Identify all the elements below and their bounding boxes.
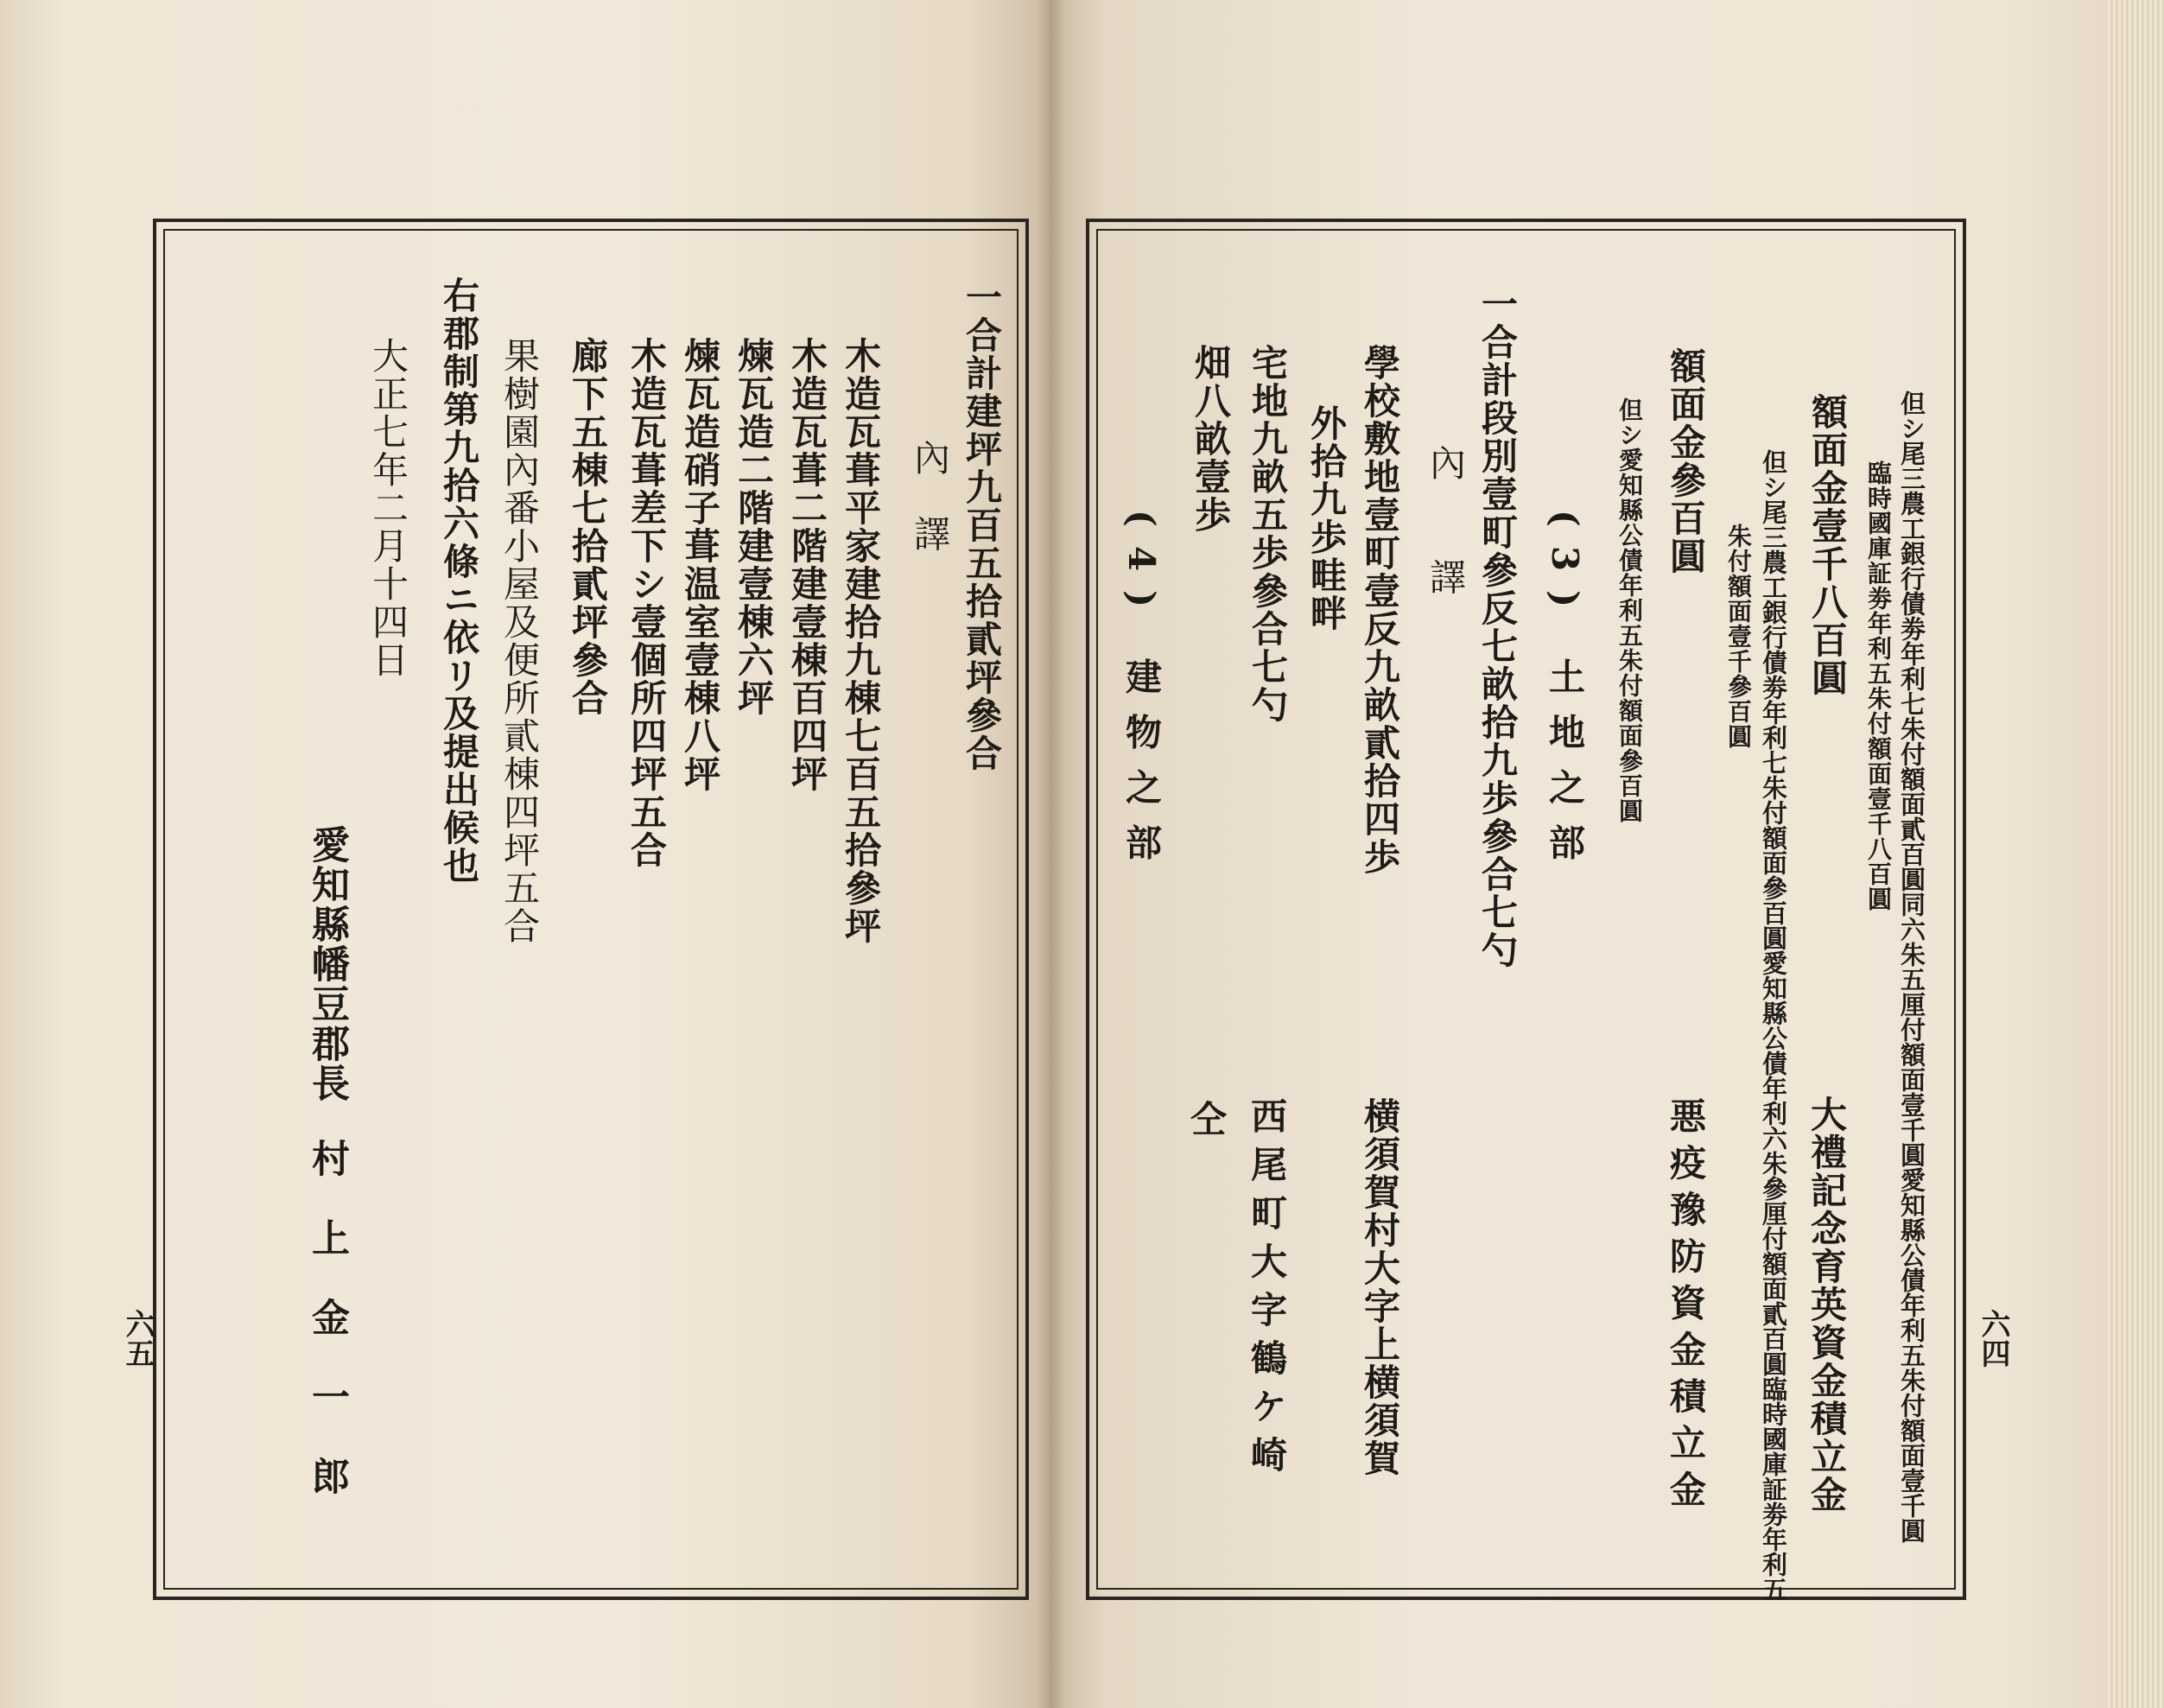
location-2: 西尾町大字鶴ケ崎 [1246,1097,1288,1484]
breakdown-heading: 內 譯 [909,439,951,553]
building-section-heading: (4) 建物之部 [1120,510,1163,879]
land-section-heading: (3) 土地之部 [1544,510,1586,879]
submission-statement: 右郡制第九拾六條ニ依リ及提出候也 [438,276,480,885]
field-area: 畑八畝壹歩 [1190,344,1232,534]
document-date: 大正七年二月十四日 [367,337,409,679]
fund-name-1: 大禮記念育英資金積立金 [1805,1095,1848,1514]
building-line-5: 木造瓦葺差下シ壹個所四坪五合 [625,337,668,869]
school-site-area: 學校敷地壹町壹反九畝貳拾四歩 [1359,344,1401,876]
location-1: 横須賀村大字上横須賀 [1359,1097,1401,1477]
signatory-name: 村上金一郎 [305,1139,349,1536]
securities-note-3: 但シ尾三農工銀行債劵年利七朱付額面參百圓愛知縣公債年利六朱參厘付額面貳百圓臨時國庫証劵年利五 [1759,449,1788,1602]
building-line-7: 果樹園內番小屋及便所貳棟四坪五合 [498,337,541,945]
face-value-1800: 額面金壹千八百圓 [1806,393,1849,697]
building-line-2: 木造瓦葺二階建壹棟百四坪 [786,337,828,793]
securities-note-5: 但シ愛知縣公債年利五朱付額面參百圓 [1615,397,1644,823]
page-number-right: 六四 [1976,1309,2010,1368]
ditto-mark: 仝 [1185,1100,1228,1138]
fund-name-2: 悪疫豫防資金積立金 [1665,1097,1707,1517]
building-line-4: 煉瓦造硝子葺温室壹棟八坪 [679,337,721,793]
securities-note-2: 臨時國庫証劵年利五朱付額面壹千八百圓 [1864,460,1893,911]
building-line-3: 煉瓦造二階建壹棟六坪 [733,337,775,717]
total-land-area: 一合計段別壹町參反七畝拾九歩參合七勺 [1476,285,1519,969]
securities-note-4: 朱付額面壹千參百圓 [1724,524,1753,749]
building-line-6: 廊下五棟七拾貳坪參合 [567,337,609,717]
signatory-title: 愛知縣幡豆郡長 [305,825,349,1103]
total-building-area-line: 一合計建坪九百五拾貳坪參合 [961,278,1003,772]
securities-note-1: 但シ尾三農工銀行債劵年利七朱付額面貳百圓同六朱五厘付額面壹千圓愛知縣公債年利五朱付額面壹千圓 [1897,390,1926,1543]
ridge-area: 外拾九歩畦畔 [1305,404,1348,632]
land-breakdown-heading: 內 譯 [1425,444,1467,615]
book-spine [1037,0,1066,1708]
page-number-left: 六五 [120,1309,155,1368]
residential-land-area: 宅地九畝五歩參合七勺 [1247,344,1289,724]
face-value-300: 額面金參百圓 [1665,347,1707,575]
building-line-1: 木造瓦葺平家建拾九棟七百五拾參坪 [840,337,882,945]
page-edges [2108,0,2164,1708]
